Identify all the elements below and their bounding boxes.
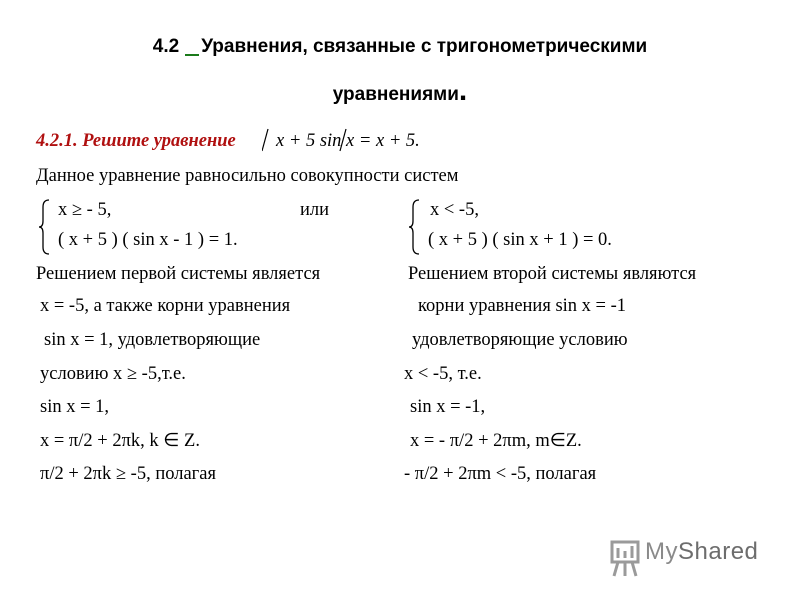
watermark-prefix: My — [645, 538, 678, 565]
title-dot: . — [458, 74, 468, 107]
right-brace-icon — [408, 199, 420, 255]
page-title — [0, 36, 800, 58]
right-system-line1: x < -5, — [430, 200, 479, 220]
presentation-board-icon — [606, 538, 644, 578]
right-line-2: корни уравнения sin x = -1 — [418, 296, 627, 316]
page-title-line2 — [0, 74, 800, 107]
title-link-underline[interactable] — [185, 52, 199, 56]
left-line-2: x = -5, а также корни уравнения — [40, 296, 291, 316]
problem-equation-text — [276, 131, 420, 152]
left-line-1: Решением первой системы является — [36, 264, 321, 284]
right-line-7: - π/2 + 2πm < -5, полагая — [404, 464, 597, 484]
left-line-5: sin x = 1, — [40, 397, 110, 417]
connector-or: или — [300, 200, 330, 220]
section-number: 4.2 — [152, 36, 180, 57]
watermark-logo — [645, 538, 758, 566]
left-brace-icon — [38, 199, 50, 255]
title-text: Уравнения, связанные с тригонометрическими — [201, 36, 648, 57]
left-system-line2: ( x + 5 ) ( sin x - 1 ) = 1. — [58, 230, 238, 250]
title-text-line2: уравнениями — [332, 84, 459, 105]
problem-statement — [36, 131, 236, 152]
intro-text: Данное уравнение равносильно совокупности систем — [36, 166, 459, 186]
right-line-5: sin x = -1, — [410, 397, 486, 417]
equation-text: x + 5 sin x = x + 5. — [276, 131, 420, 151]
left-line-7: π/2 + 2πk ≥ -5, полагая — [40, 464, 216, 484]
right-line-3: удовлетворяющие условию — [412, 330, 628, 350]
left-line-3: sin x = 1, удовлетворяющие — [44, 330, 261, 350]
right-line-6: x = - π/2 + 2πm, m∈Z. — [410, 431, 582, 451]
right-line-4: x < -5, т.е. — [404, 364, 482, 384]
watermark-suffix: Shared — [678, 538, 759, 565]
left-line-6: x = π/2 + 2πk, k ∈ Z. — [40, 431, 200, 451]
right-line-1: Решением второй системы являются — [408, 264, 697, 284]
right-system-line2: ( x + 5 ) ( sin x + 1 ) = 0. — [428, 230, 612, 250]
left-system-line1: x ≥ - 5, — [58, 200, 112, 220]
problem-label: 4.2.1. Решите уравнение — [36, 131, 236, 151]
left-line-4: условию x ≥ -5,т.е. — [40, 364, 186, 384]
